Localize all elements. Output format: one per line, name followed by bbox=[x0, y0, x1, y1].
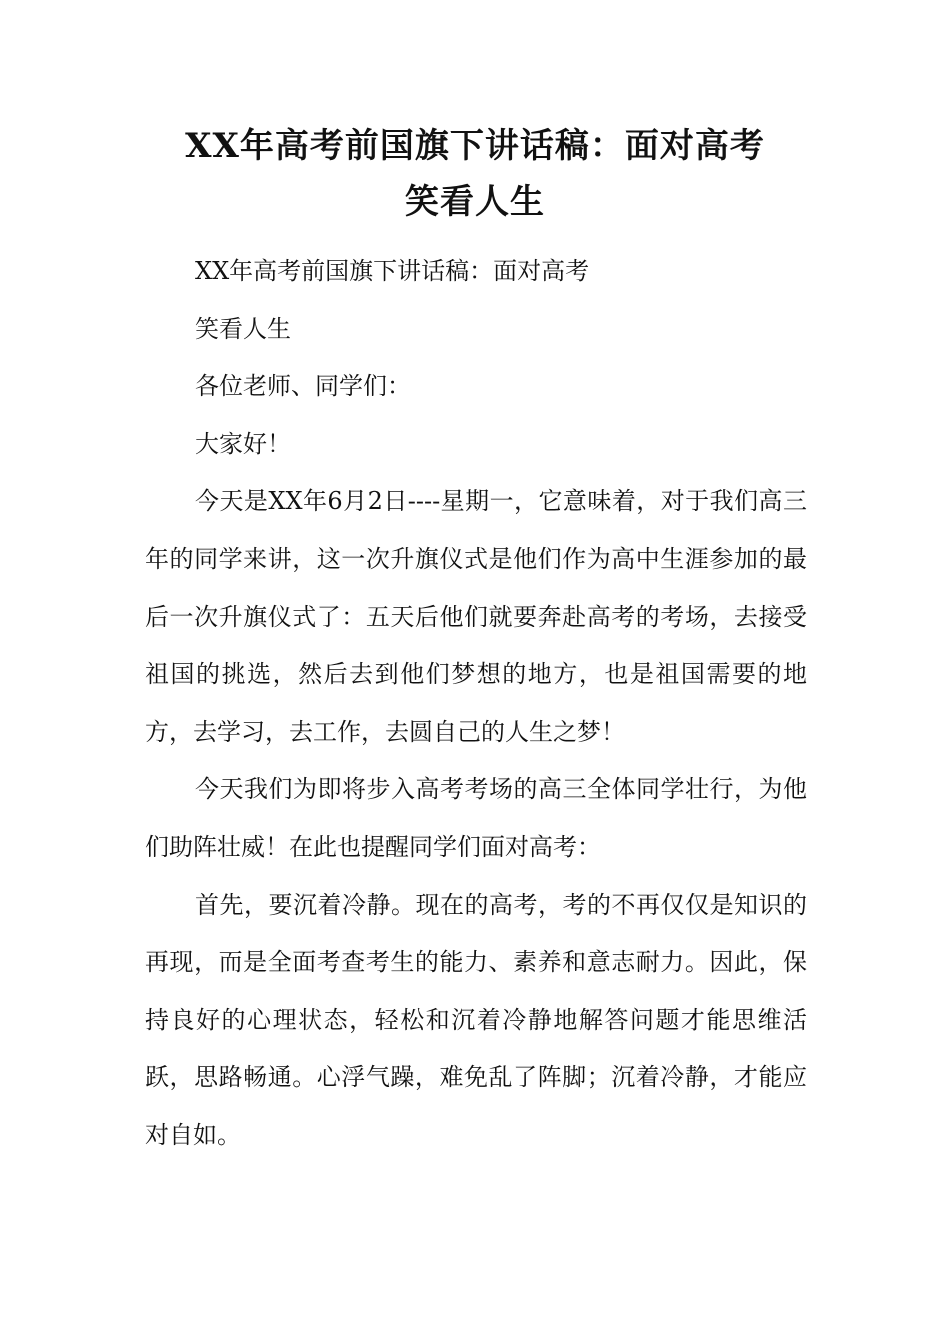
title-line-2: 笑看人生 bbox=[405, 182, 545, 222]
paragraph-send-off: 今天我们为即将步入高考考场的高三全体同学壮行，为他们助阵壮威！在此也提醒同学们面对高考： bbox=[145, 775, 807, 861]
paragraph-greeting: 大家好！ bbox=[195, 429, 291, 458]
document-body bbox=[145, 243, 807, 1165]
paragraph-salutation: 各位老师、同学们： bbox=[195, 372, 411, 401]
paragraph-subtitle-1: XX年高考前国旗下讲话稿：面对高考 bbox=[195, 257, 590, 285]
paragraph-subtitle-2: 笑看人生 bbox=[195, 314, 291, 343]
document-title bbox=[145, 118, 805, 230]
title-line-1: XX年高考前国旗下讲话稿：面对高考 bbox=[185, 126, 765, 166]
paragraph-intro: 今天是XX年6月2日----星期一，它意味着，对于我们高三年的同学来讲，这一次升旗仪式是他们作为高中生涯参加的最后一次升旗仪式了：五天后他们就要奔赴高考的考场，去接受祖国的挑选，然后去到他们梦想的地方，也是祖国需要的地方，去学习，去工作，去圆自己的人生之梦！ bbox=[145, 487, 807, 746]
paragraph-point-one: 首先，要沉着冷静。现在的高考，考的不再仅仅是知识的再现，而是全面考查考生的能力、素养和意志耐力。因此，保持良好的心理状态，轻松和沉着冷静地解答问题才能思维活跃，思路畅通。心浮气躁，难免乱了阵脚；沉着冷静，才能应对自如。 bbox=[145, 890, 807, 1149]
